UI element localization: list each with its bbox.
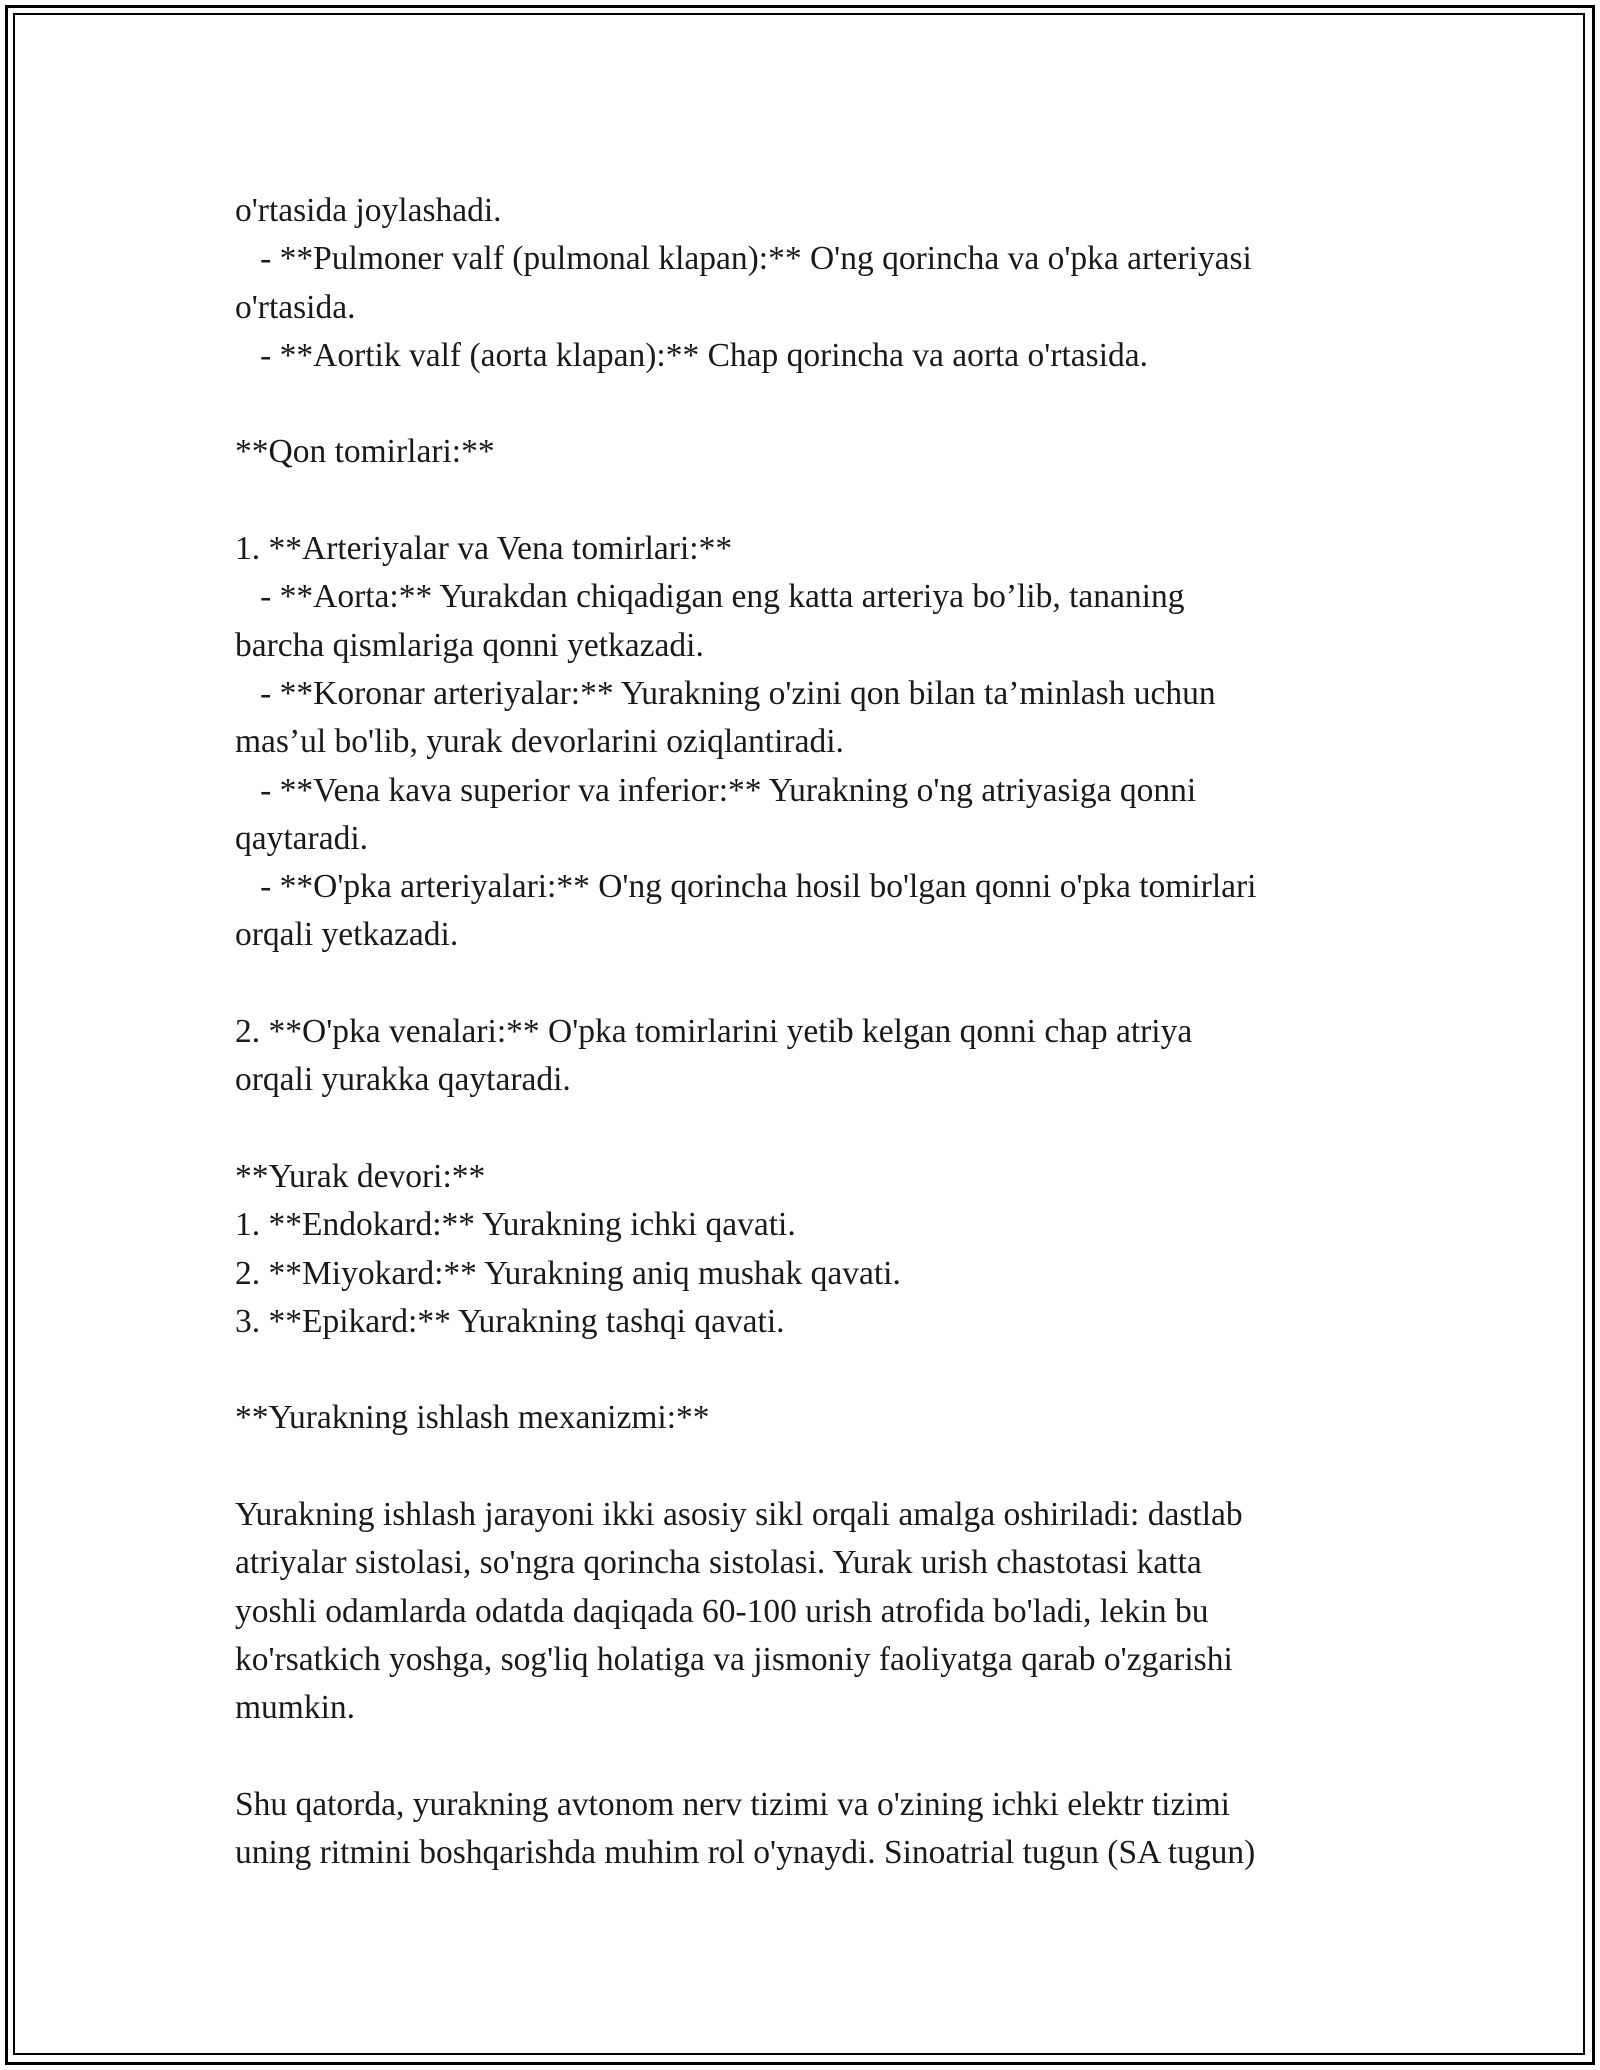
text-line: mas’ul bo'lib, yurak devorlarini oziqlantiradi. [235,723,844,761]
section-heading: **Qon tomirlari:** [235,433,495,471]
text-line: Yurakning ishlash jarayoni ikki asosiy sikl orqali amalga oshiriladi: dastlab [235,1496,1243,1534]
blank-line [235,1733,1385,1781]
blank-line [235,477,1385,525]
blank-line [235,1346,1385,1394]
blank-line [235,380,1385,428]
section-heading: **Yurak devori:** [235,1157,486,1195]
text-line: qaytaradi. [235,819,369,857]
text-line: Shu qatorda, yurakning avtonom nerv tizimi va o'zining ichki elektr tizimi [235,1785,1230,1823]
text-line: - **Koronar arteriyalar:** Yurakning o'zini qon bilan ta’minlash uchun [235,674,1216,712]
text-line: yoshli odamlarda odatda daqiqada 60-100 urish atrofida bo'ladi, lekin bu [235,1592,1209,1630]
text-line: o'rtasida. [235,288,356,326]
document-body [235,187,1385,1877]
text-line: orqali yurakka qaytaradi. [235,1061,571,1099]
text-line: ko'rsatkich yoshga, sog'liq holatiga va jismoniy faoliyatga qarab o'zgarishi [235,1640,1233,1678]
text-line: - **Aortik valf (aorta klapan):** Chap qorincha va aorta o'rtasida. [235,336,1149,374]
text-line: o'rtasida joylashadi. [235,192,502,229]
text-line: orqali yetkazadi. [235,916,459,954]
text-line: - **Aorta:** Yurakdan chiqadigan eng katta arteriya bo’lib, tananing [235,578,1185,616]
text-line: atriyalar sistolasi, so'ngra qorincha sistolasi. Yurak urish chastotasi katta [235,1544,1202,1582]
text-line: 2. **O'pka venalari:** O'pka tomirlarini yetib kelgan qonni chap atriya [235,1013,1193,1051]
text-line: - **O'pka arteriyalari:** O'ng qorincha hosil bo'lgan qonni o'pka tomirlari [235,868,1257,906]
text-line: 1. **Arteriyalar va Vena tomirlari:** [235,530,733,568]
text-line: - **Pulmoner valf (pulmonal klapan):** O'ng qorincha va o'pka arteriyasi [235,240,1252,278]
blank-line [235,1105,1385,1153]
text-line: barcha qismlariga qonni yetkazadi. [235,626,704,664]
blank-line [235,1443,1385,1491]
text-line: uning ritmini boshqarishda muhim rol o'ynaydi. Sinoatrial tugun (SA tugun) [235,1834,1256,1872]
text-line: mumkin. [235,1689,356,1727]
text-line: 2. **Miyokard:** Yurakning aniq mushak qavati. [235,1254,901,1292]
text-line: 1. **Endokard:** Yurakning ichki qavati. [235,1206,796,1244]
section-heading: **Yurakning ishlash mexanizmi:** [235,1399,710,1437]
text-line: - **Vena kava superior va inferior:** Yurakning o'ng atriyasiga qonni [235,771,1197,809]
blank-line [235,960,1385,1008]
text-line: 3. **Epikard:** Yurakning tashqi qavati. [235,1302,785,1340]
